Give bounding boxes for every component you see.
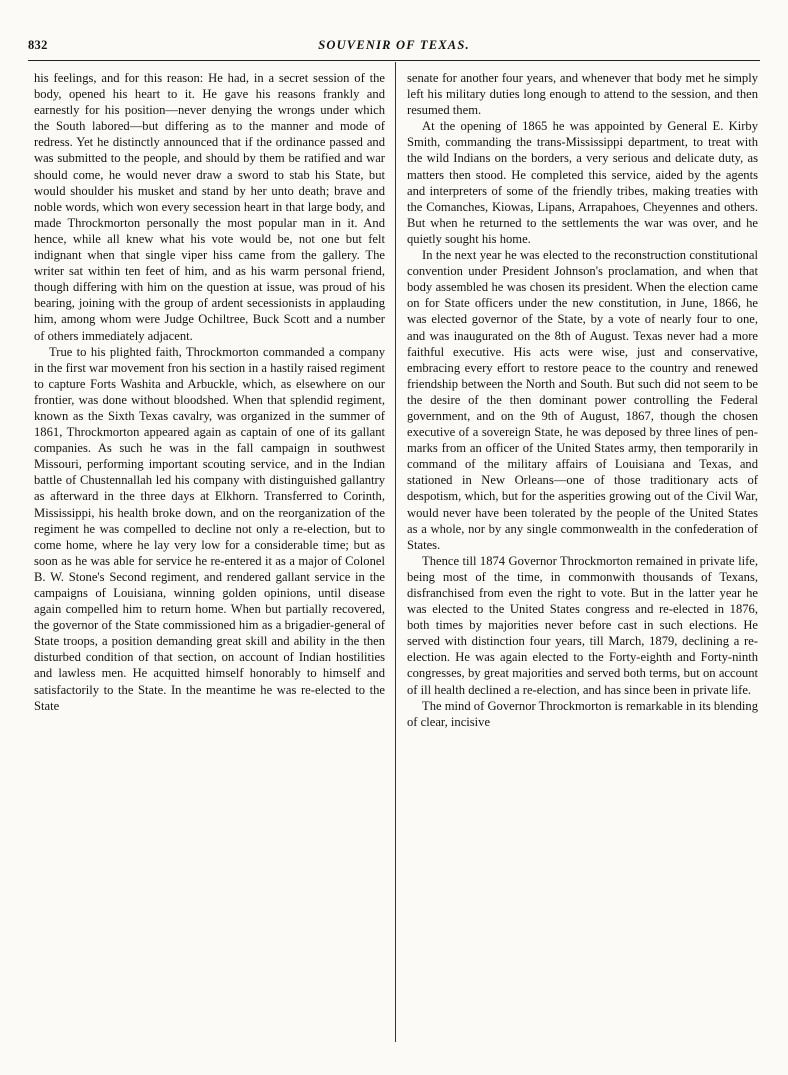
page-number: 832 — [28, 38, 48, 52]
paragraph: his feelings, and for this reason: He had, in a secret session of the body, opened his heart to it. He gave his reasons frankly and earnestly for his position—never denying the wrongs under which the South labored—but differing as to the manner and mode of redress. Yet he distinctly announced that if the ordinance passed and was submitted to the people, and should by them be ratified and war should come, he would never draw a sword to stab his State, but would shoulder his musket and stand by her unto death; brave and noble words, which won every secession heart in that large body, and made Throckmorton personally the most popular man in it. And hence, while all knew what his vote would be, not one but felt indignant when that single viper hiss came from the gallery. The writer sat within ten feet of him, and as his warm personal friend, though differing with him on the question at issue, was proud of his bearing, joining with the group of ardent secessionists in applauding him, among whom were Judge Ochiltree, Buck Scott and a number of others immediately adjacent. — [34, 71, 385, 343]
paragraph: At the opening of 1865 he was appointed by General E. Kirby Smith, commanding the trans-Mississippi department, to treat with the wild Indians on the borders, a very serious and delicate duty, as matters then stood. He completed this service, aided by the agents and interpreters of some of the friendly tribes, making treaties with the Comanches, Kiowas, Lipans, Arrapahoes, Cheyennes and others. But when he returned to the settlements the war was over, and he quietly sought his home. — [407, 119, 758, 246]
paragraph: True to his plighted faith, Throckmorton commanded a company in the first war movement fron his section in a hastily raised regiment to capture Forts Washita and Arbuckle, which, as elsewhere on our frontier, was done without bloodshed. When that splendid regiment, known as the Sixth Texas cavalry, was organized in the summer of 1861, Throckmorton appeared again as captain of one of its gallant companies. As such he was in the fall campaign in southwest Missouri, performing important scouting service, and in the Indian battle of Chustennallah led his company with distinguished gallantry as afterward in the three days at Elkhorn. Transferred to Corinth, Mississippi, his health broke down, and on the reorganization of the regiment he was compelled to decline not only a re-election, but to come home, where he lay very low for a considerable time; but as soon as he was able for service he re-entered it as a major of Colonel B. W. Stone's Second regiment, and rendered gallant service in the campaigns of Louisiana, winning golden opinions, until disease again compelled him to return home. When but partially recovered, the governor of the State commissioned him as a brigadier-general of State troops, a position demanding great skill and ability in the then disturbed condition of that section, on account of Indian hostilities and lawless men. He acquitted himself honorably to himself and satisfactorily to the State. In the meantime he was re-elected to the State — [34, 344, 385, 713]
running-title: SOUVENIR OF TEXAS. — [318, 38, 470, 52]
paragraph: The mind of Governor Throckmorton is remarkable in its blending of clear, incisive — [407, 698, 758, 729]
paragraph: Thence till 1874 Governor Throckmorton remained in private life, being most of the time, in commonwith thousands of Texans, disfranchised from even the right to vote. But in the latter year he was elected to the United States congress and re-elected in 1876, both times by majorities never before cast in such elections. He served with distinction four years, till March, 1879, declining a re-election. He was again elected to the Forty-eighth and Forty-ninth congresses, by great majorities and served both terms, but on account of ill health declined a re-election, and has since been in private life. — [407, 553, 758, 697]
paragraph: In the next year he was elected to the reconstruction constitutional convention under President Johnson's proclamation, and when that body assembled he was chosen its president. When the election came on for State officers under the new constitution, in June, 1866, he was elected governor of the State, by a vote of nearly four to one, and was inaugurated on the 8th of August. Texas never had a more faithful executive. His acts were wise, just and conservative, embracing every effort to restore peace to the country and renewed friendship between the North and South. But such did not seem to be the desire of the then dominant power controlling the Federal government, and on the 9th of August, 1867, though the chosen executive of a sovereign State, he was deposed by three lines of pen-marks from an officer of the United States army, then temporarily in command of the military affairs of Louisiana and Texas, and stationed in New Orleans—one of those traditionary acts of despotism, which, but for the asperities growing out of the Civil War, would never have been tolerated by the people of the United States as a whole, nor by any single commonwealth in the confederation of States. — [407, 248, 758, 552]
header-rule — [28, 60, 760, 61]
left-text-column — [34, 70, 385, 714]
paragraph: senate for another four years, and whenever that body met he simply left his military duties long enough to attend to the session, and then resumed them. — [407, 71, 758, 118]
right-text-column — [407, 70, 758, 730]
column-divider — [395, 62, 396, 1042]
page-header — [28, 38, 760, 58]
